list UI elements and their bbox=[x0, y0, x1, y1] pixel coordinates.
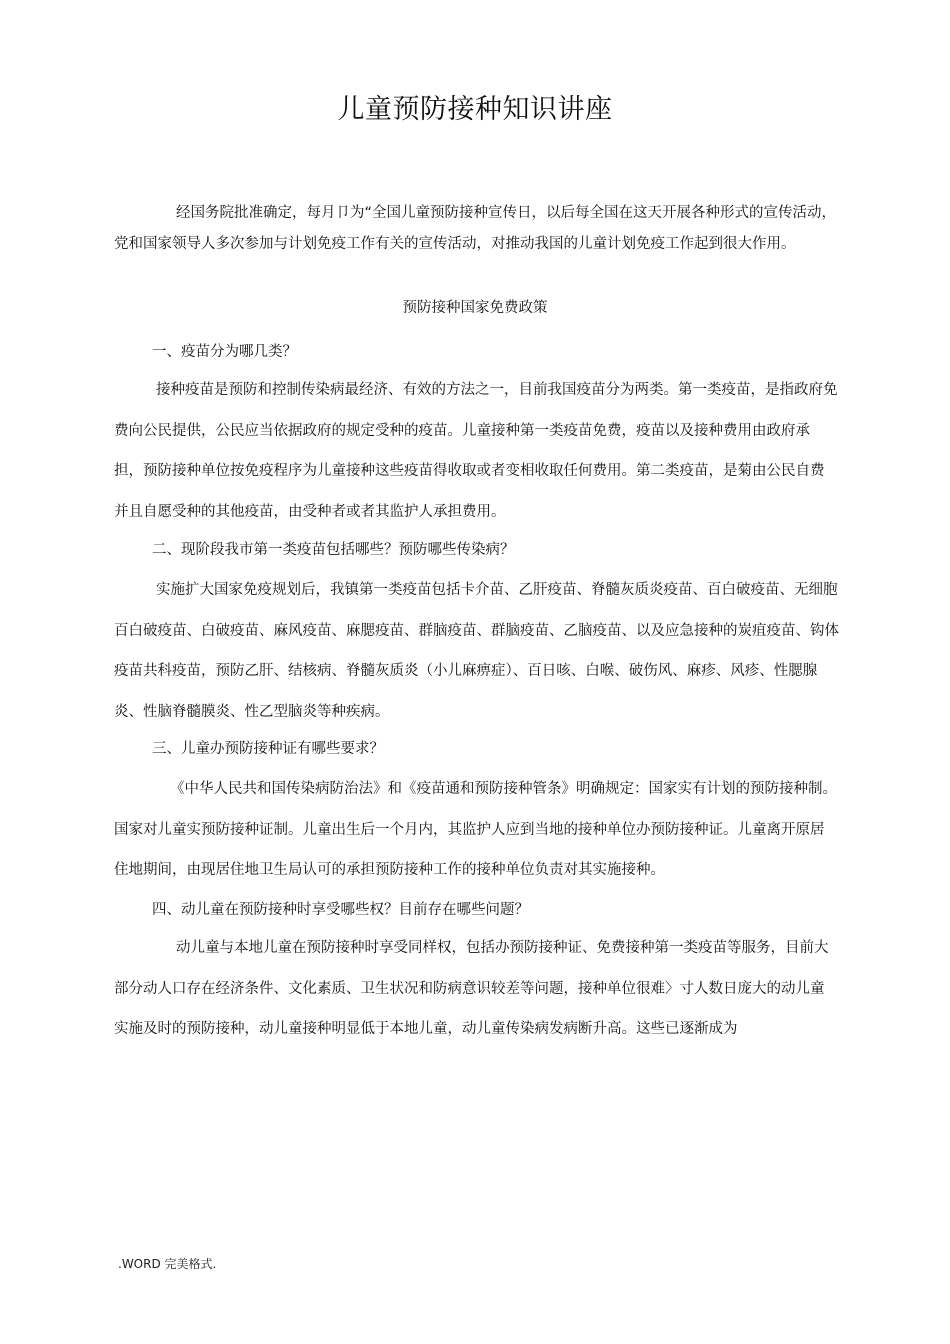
answer-paragraph: 《中华人民共和国传染病防治法》和《疫苗通和预防接种管条》明确规定：国家实有计划的预防接种制。国家对儿童实预防接种证制。儿童出生后一个月内，其监护人应到当地的接种单位办预防接种证。儿童离开原居住地期间，由现居住地卫生局认可的承担预防接种工作的接种单位负责对其实施接种。 bbox=[114, 781, 837, 878]
page-footer: .WORD 完美格式. bbox=[118, 1257, 217, 1271]
section-subtitle: 预防接种国家免费政策 bbox=[402, 300, 548, 316]
intro-paragraph: 经国务院批准确定，每月卩为“全国儿童预防接种宣传日，以后每全国在这天开展各种形式的宣传活动，党和国家领导人多次参加与计划免疫工作有关的宣传活动，对推动我国的儿童计划免疫工作起到很大作用。 bbox=[114, 205, 837, 252]
answer-paragraph: 动儿童与本地儿童在预防接种时享受同样权，包括办预防接种证、免费接种第一类疫苗等服务，目前大部分动人口存在经济条件、文化素质、卫生状况和防病意识较差等问题，接种单位很难〉寸人数日庞大的动儿童实施及时的预防接种，动儿童接种明显低于本地儿童，动儿童传染病发病断升高。这些已逐渐成为 bbox=[114, 940, 829, 1037]
question-heading: 二、现阶段我市第一类疫苗包括哪些？预防哪些传染病？ bbox=[152, 542, 515, 558]
document-title: 儿童预防接种知识讲座 bbox=[337, 94, 613, 125]
question-heading: 一、疫苗分为哪几类？ bbox=[152, 344, 297, 360]
answer-paragraph: 接种疫苗是预防和控制传染病最经济、有效的方法之一，目前我国疫苗分为两类。第一类疫苗，是指政府免费向公民提供，公民应当依据政府的规定受种的疫苗。儿童接种第一类疫苗免费，疫苗以及接种费用由政府承担，预防接种单位按免疫程序为儿童接种这些疫苗得收取或者变相收取任何费用。第二类疫苗，是菊由公民自费并且自愿受种的其他疫苗，由受种者或者其监护人承担费用。 bbox=[114, 382, 838, 520]
answer-paragraph: 实施扩大国家免疫规划后，我镇第一类疫苗包括卡介苗、乙肝疫苗、脊髓灰质炎疫苗、百白破疫苗、无细胞百白破疫苗、白破疫苗、麻风疫苗、麻腮疫苗、群脑疫苗、群脑疫苗、乙脑疫苗、以及应急接种的炭疽疫苗、钩体疫苗共科疫苗，预防乙肝、结核病、脊髓灰质炎（小儿麻痹症）、百日咳、白喉、破伤风、麻疹、风疹、性腮腺炎、性脑脊髓膜炎、性乙型脑炎等种疾病。 bbox=[114, 582, 839, 720]
question-heading: 四、动儿童在预防接种时享受哪些权？目前存在哪些问题？ bbox=[152, 902, 529, 918]
question-heading: 三、儿童办预防接种证有哪些要求？ bbox=[152, 741, 384, 757]
